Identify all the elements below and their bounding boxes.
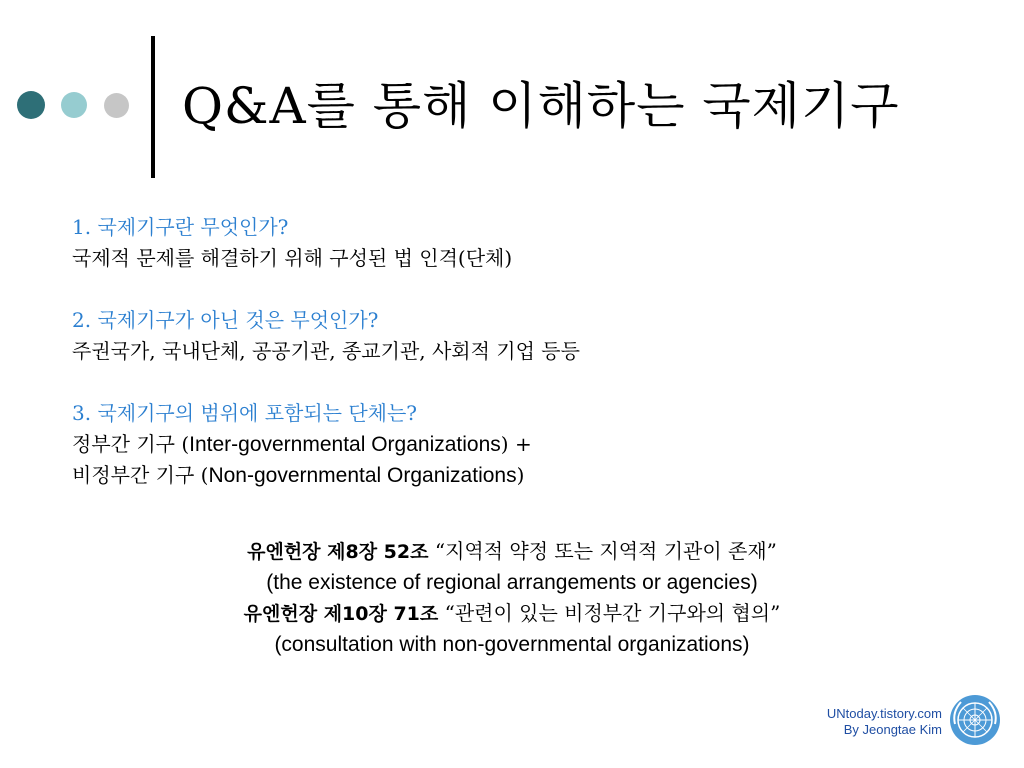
- charter-ref-1-english: (the existence of regional arrangements or agencies): [266, 570, 758, 594]
- charter-ref-2-quote: “관련이 있는 비정부간 기구와의 협의”: [444, 601, 781, 625]
- answer-3-line-2-suffix: ): [516, 463, 525, 487]
- decorative-dots: [17, 91, 137, 121]
- title-divider: [151, 36, 155, 178]
- charter-ref-1-quote: “지역적 약정 또는 지역적 기관이 존재”: [434, 539, 777, 563]
- answer-2: 주권국가, 국내단체, 공공기관, 종교기관, 사회적 기업 등등: [72, 338, 580, 363]
- dot-gray-icon: [104, 93, 129, 118]
- answer-3-line-1-suffix: ) +: [500, 431, 532, 456]
- charter-ref-2-english: (consultation with non-governmental organizations): [274, 632, 750, 656]
- un-emblem-icon: [949, 694, 1001, 746]
- question-3: 3. 국제기구의 범위에 포함되는 단체는?: [72, 401, 418, 425]
- dot-light-icon: [61, 92, 87, 118]
- answer-3-line-2: [72, 460, 972, 492]
- answer-3-line-1-english: Inter-governmental Organizations: [189, 432, 501, 456]
- slide-content: [72, 212, 972, 492]
- dot-dark-icon: [17, 91, 45, 119]
- question-1: 1. 국제기구란 무엇인가?: [72, 215, 289, 239]
- charter-ref-1: [0, 536, 1024, 568]
- credit-author: By Jeongtae Kim: [843, 722, 942, 737]
- credit-site: UNtoday.tistory.com: [826, 706, 942, 721]
- charter-ref-2: [0, 598, 1024, 630]
- credit-block: [827, 706, 942, 738]
- answer-1: 국제적 문제를 해결하기 위해 구성된 법 인격(단체): [72, 245, 513, 270]
- charter-references: [0, 536, 1024, 660]
- charter-ref-2-label: 유엔헌장 제10장 71조: [243, 603, 439, 625]
- answer-3-line-1-prefix: 정부간 기구 (: [72, 431, 190, 456]
- answer-3-line-2-english: Non-governmental Organizations: [208, 464, 517, 487]
- slide-title: Q&A를 통해 이해하는 국제기구: [182, 77, 900, 135]
- answer-3-line-1: [72, 429, 972, 461]
- charter-ref-1-label: 유엔헌장 제8장 52조: [247, 541, 429, 563]
- question-2: 2. 국제기구가 아닌 것은 무엇인가?: [72, 308, 379, 332]
- answer-3-line-2-prefix: 비정부간 기구 (: [72, 463, 209, 487]
